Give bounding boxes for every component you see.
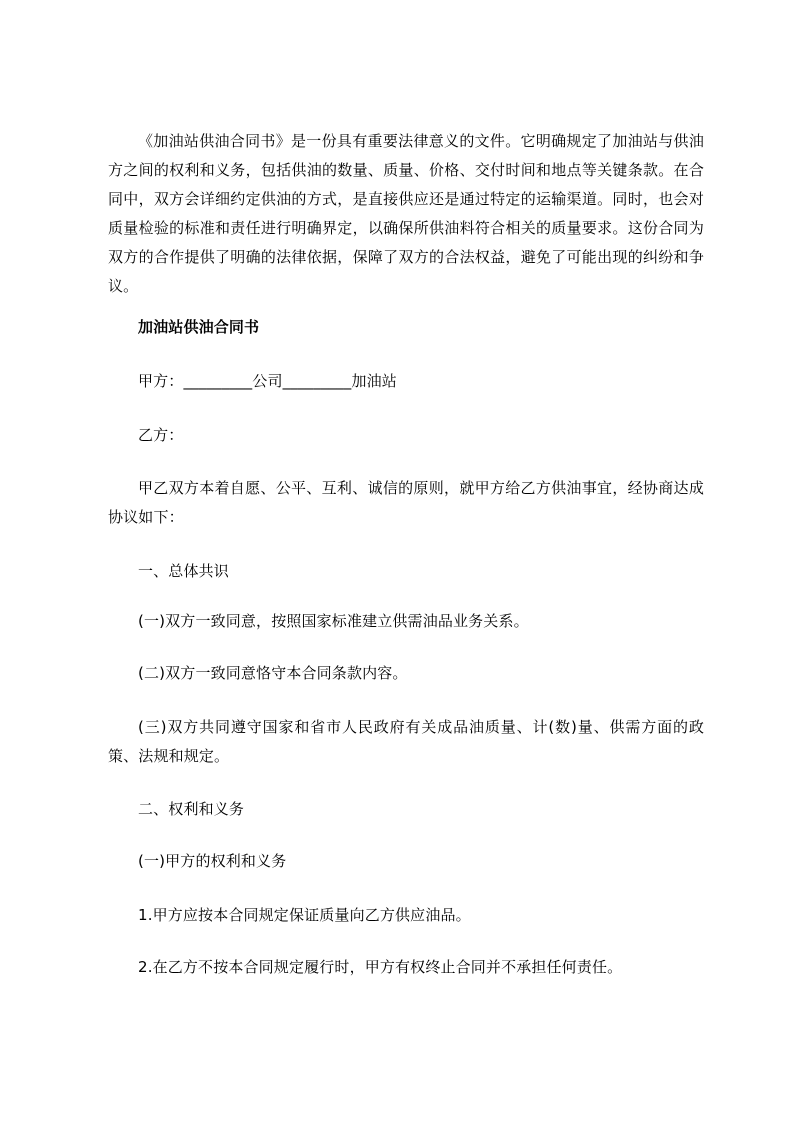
clause-1-3: (三)双方共同遵守国家和省市人民政府有关成品油质量、计(数)量、供需方面的政策、法规和规定。 (108, 718, 704, 765)
party-b-line: 乙方： (138, 426, 184, 444)
intro-paragraph: 《加油站供油合同书》是一份具有重要法律意义的文件。它明确规定了加油站与供油方之间的权利和义务，包括供油的数量、质量、价格、交付时间和地点等关键条款。在合同中，双方会详细约定供油的方式，是直接供应还是通过特定的运输渠道。同时，也会对质量检验的标准和责任进行明确界定，以确保所供油料符合相关的质量要求。这份合同为双方的合作提供了明确的法律依据，保障了双方的合法权益，避免了可能出现的纠纷和争议。 (108, 132, 704, 295)
section-1-heading: 一、总体共识 (138, 562, 229, 580)
item-2-2: 2.在乙方不按本合同规定履行时，甲方有权终止合同并不承担任何责任。 (138, 958, 623, 976)
party-a-line: 甲方：_________公司_________加油站 (138, 372, 397, 390)
section-2-heading: 二、权利和义务 (138, 800, 245, 818)
clause-1-2: (二)双方一致同意恪守本合同条款内容。 (138, 664, 408, 682)
clause-1-1: (一)双方一致同意，按照国家标准建立供需油品业务关系。 (138, 612, 529, 630)
item-2-1: 1.甲方应按本合同规定保证质量向乙方供应油品。 (138, 906, 471, 924)
document-title: 加油站供油合同书 (138, 318, 260, 336)
preamble-paragraph: 甲乙双方本着自愿、公平、互利、诚信的原则，就甲方给乙方供油事宜，经协商达成协议如下： (108, 479, 704, 526)
clause-2-heading: (一)甲方的权利和义务 (138, 852, 287, 870)
